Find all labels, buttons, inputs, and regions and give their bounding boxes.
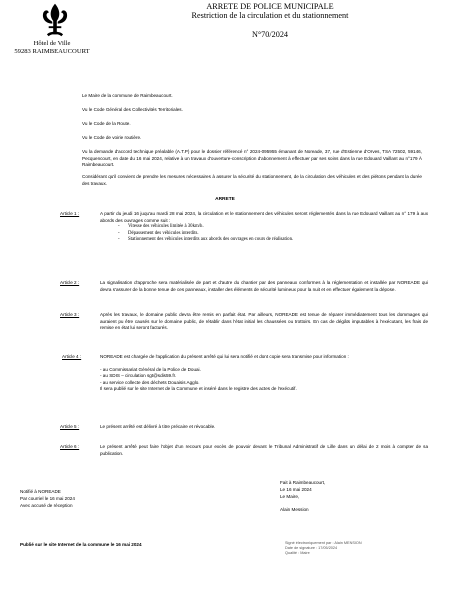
document-subtitle: Restriction de la circulation et du stationnement <box>191 11 349 20</box>
article-1-bullets <box>100 224 428 243</box>
publication-line: Publié sur le site Internet de la commune le 16 mai 2024 <box>20 542 142 547</box>
mail-line: Par courriel le 16 mai 2024 <box>20 495 75 501</box>
article-5-label: Article 5 : <box>60 424 80 429</box>
electronic-signature <box>285 541 362 557</box>
document-title: ARRETE DE POLICE MUNICIPALE <box>206 2 334 11</box>
list-item: - au Commissariat Général de la Police de Douai. <box>100 366 201 372</box>
article-1-text: A partir du jeudi 16 juqu'au mardi 28 mai 2024, la circulation et le stationnement des véhicules seront réglementés dans la rue Edouard Vaillant au n° 179 à aux abords des ouvrages comme suit : <box>100 211 428 223</box>
arrete-heading: ARRETE <box>215 197 235 202</box>
article-4-label: Article 4 : <box>62 354 82 359</box>
esig-date: Date de signature : 17/05/2024 <box>285 546 338 551</box>
town-hall-name: Hôtel de Ville <box>33 40 71 47</box>
article-5-text: Le présent arrêté est délivré à titre précaire et révocable. <box>100 424 216 429</box>
vu-demande: Vu la demande d'accord technique préalable (A.T.P) pour le dossier référencé n° 2024-095955 émanant de Noreade, 37, rue d'Estienne d'Orves, TSA 72502, 59146, Pecquencourt, en date du 16 mai 2024, relative à un travaux d'ouverture-conscription d'abonnement à effectuer par ses soins dans la rue Edouard Vaillant au n°179 À Raimbeaucourt. <box>82 149 422 168</box>
signature-block <box>280 480 325 514</box>
vu-code-voirie: Vu le Code de voirie routière. <box>82 135 142 140</box>
article-4-extra: Il sera publié sur le site Internet de la Commune et inséré dans le registre des actes de l'exécutif. <box>100 386 297 392</box>
esig-signer: Signé électroniquement par : Alain MENSION <box>285 541 362 545</box>
list-item: - Vitesse des véhicules limitée à 30km/h. <box>128 224 428 230</box>
list-item: - Stationnement des véhicules interdits aux abords des ouvrages en cours de réalisation. <box>128 237 428 243</box>
article-1-label: Article 1 : <box>60 211 80 216</box>
vu-code-route: Vu le Code de la Route. <box>82 121 131 126</box>
town-hall-address <box>6 40 98 56</box>
notification-block <box>20 489 75 509</box>
article-6-text: Le présent arrêté peut faire l'objet d'un recours pour excès de pouvoir devant le Tribunal Administratif de Lille dans un délai de 2 mois à compter de sa publication. <box>100 444 428 456</box>
signature-date: Le 16 mai 2024 <box>280 486 312 492</box>
document-title-block <box>150 2 390 39</box>
esig-quality: Qualité : Maire <box>285 551 310 556</box>
document-number: N°70/2024 <box>251 30 289 39</box>
town-hall-postal: 59283 RAIMBEAUCOURT <box>14 48 90 55</box>
article-3-label: Article 3 : <box>60 312 80 317</box>
article-1-body <box>100 211 428 243</box>
article-4-body <box>100 354 428 393</box>
vu-cgct: Vu le Code Général des Collectivités Territoriales. <box>82 107 183 112</box>
mayor-line: Le Maire de la commune de Raimbeaucourt. <box>82 93 173 98</box>
article-3-text: Après les travaux, le domaine public devra être remis en parfait état. Par ailleurs, NOREADE est tenue de réparer immédiatement tous les dommages qui auraient pu être causés sur le domaine public, de rétablir dans l'état initial les chaussées ou trottoirs. En cas de dégâts imputables à l'exécutant, les frais de remise en état lui seront facturés. <box>100 312 428 331</box>
signature-name: Alain Mession <box>280 507 309 513</box>
list-item: - Dépassement des véhicules interdits. <box>128 231 428 237</box>
signature-title: Le Maire, <box>280 493 300 499</box>
notified-line: Notifié à NOREADE <box>20 489 61 494</box>
article-4-text: NOREADE est chargée de l'application du présent arrêté qui lui sera notifié et dont copie sera transmise pour information : <box>100 354 349 359</box>
list-item: - au service collecte des déchets Douaisis Agglo. <box>100 379 200 385</box>
article-2-text: La signalisation d'approche sera matérialisée de part et d'autre du chantier par des panneaux conformes à la réglementation et installée par NOREADE qui devra s'assurer de la bonne tenue de ces panneaux, installer des éléments de sécurité lumineux pour la nuit et en effectuer également la dépose. <box>100 280 428 292</box>
article-2-label: Article 2 : <box>60 280 80 285</box>
fleur-de-lis-logo <box>36 2 74 38</box>
considering-paragraph: Considérant qu'il convient de prendre les mesures nécessaires à assurer la sécurité du stationnement, de la circulation des véhicules et des piétons pendant la durée des travaux. <box>82 174 422 186</box>
article-6-label: Article 6 : <box>60 444 80 449</box>
receipt-line: Avec accusé de réception <box>20 502 73 508</box>
list-item: - au SDIS – circulation sgt@sdis59.fr. <box>100 373 177 379</box>
signature-place: Fait à Raimbeaucourt, <box>280 480 326 485</box>
